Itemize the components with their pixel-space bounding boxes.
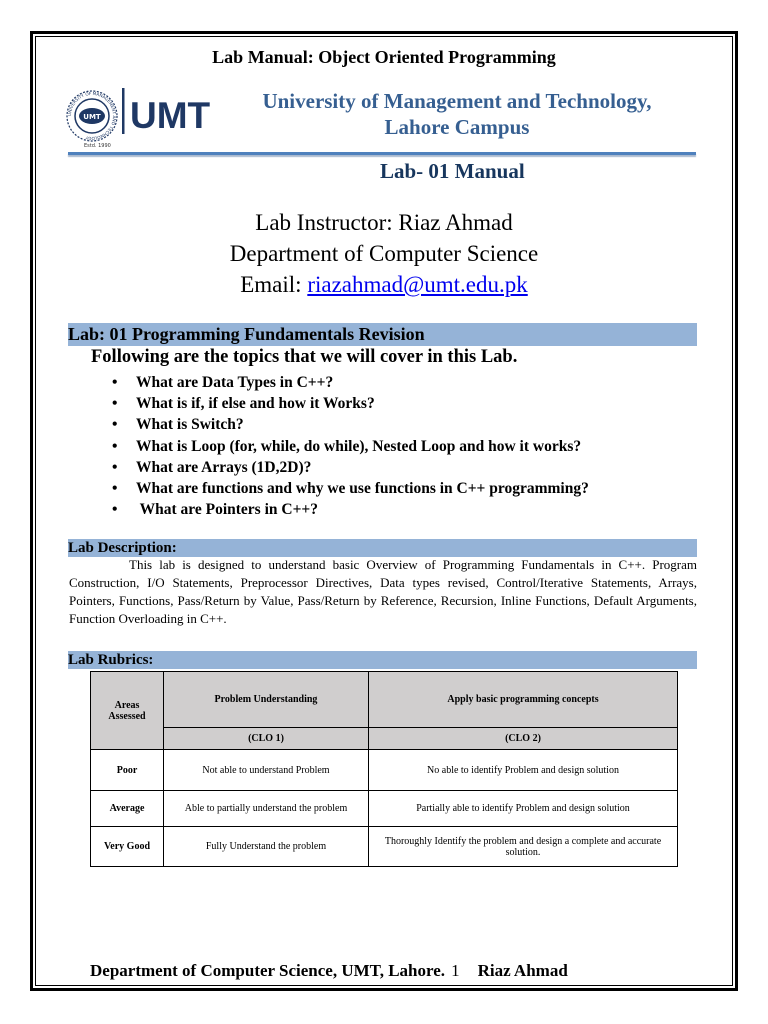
rubrics-heading: Lab Rubrics: [68, 651, 697, 669]
seal-estd: Estd. 1990 [84, 143, 111, 149]
list-item: • What is Loop (for, while, do while), Nested Loop and how it works? [112, 436, 589, 457]
description-body: This lab is designed to understand basic Overview of Programming Fundamentals in C++. Program Construction, I/O Statements, Preprocessor Directives, Data types revised, Control/Iterative Statements, Arrays, Pointers, Functions, Pass/Return by Value, Pass/Return by Reference, Recursion, Inline Functions, Default Arguments, Function Overloading in C++. [69, 557, 697, 626]
footer-author: Riaz Ahmad [477, 961, 568, 980]
table-clo-row [91, 728, 678, 750]
document-title: Lab Manual: Object Oriented Programming [212, 47, 556, 67]
list-item: • What are Arrays (1D,2D)? [112, 457, 589, 478]
table-header-row [91, 672, 678, 728]
description-heading: Lab Description: [68, 539, 697, 557]
instructor-block [0, 207, 768, 300]
logo-wordmark: UMT [130, 95, 211, 136]
list-item: • What is Switch? [112, 414, 589, 435]
list-item: • What are Data Types in C++? [112, 372, 589, 393]
page-footer [90, 961, 568, 981]
row-clo1: Fully Understand the problem [164, 827, 369, 867]
topics-list [112, 372, 589, 520]
list-item: • What are functions and why we use functions in C++ programming? [112, 478, 589, 499]
rubrics-table [90, 671, 678, 867]
university-name [232, 88, 682, 140]
areas-assessed-header: Areas Assessed [91, 672, 164, 750]
header-divider [68, 152, 696, 155]
clo2-header: (CLO 2) [369, 728, 678, 750]
list-item: • What is if, if else and how it Works? [112, 393, 589, 414]
row-clo2: Partially able to identify Problem and design solution [369, 791, 678, 827]
row-level: Average [91, 791, 164, 827]
umt-logo [64, 82, 224, 152]
department-name: Department of Computer Science [229, 241, 539, 266]
seal-ring-text: UNIVERSITY OF MANAGEMENT AND TECHNOLOGY [66, 90, 118, 142]
table-row [91, 791, 678, 827]
row-level: Poor [91, 750, 164, 791]
problem-understanding-header: Problem Understanding [164, 672, 369, 728]
university-line-1: University of Management and Technology, [262, 89, 652, 113]
table-row [91, 827, 678, 867]
instructor-name: Lab Instructor: Riaz Ahmad [255, 210, 513, 235]
row-clo2: Thoroughly Identify the problem and design a complete and accurate solution. [369, 827, 678, 867]
topics-intro: Following are the topics that we will cover in this Lab. [91, 347, 518, 367]
table-row [91, 750, 678, 791]
email-label: Email: [240, 272, 308, 297]
email-link[interactable]: riazahmad@umt.edu.pk [307, 272, 528, 297]
list-item: • What are Pointers in C++? [112, 499, 589, 520]
clo1-header: (CLO 1) [164, 728, 369, 750]
university-line-2: Lahore Campus [384, 115, 530, 139]
apply-concepts-header: Apply basic programming concepts [369, 672, 678, 728]
description-text [69, 556, 697, 628]
seal-text: UMT [83, 113, 101, 121]
lab-manual-title: Lab- 01 Manual [380, 159, 525, 183]
footer-department: Department of Computer Science, UMT, Lahore. [90, 961, 446, 980]
row-clo2: No able to identify Problem and design solution [369, 750, 678, 791]
page-number: 1 [451, 961, 460, 980]
umt-seal-icon [64, 82, 224, 152]
row-clo1: Able to partially understand the problem [164, 791, 369, 827]
email-line [0, 269, 768, 300]
row-level: Very Good [91, 827, 164, 867]
row-clo1: Not able to understand Problem [164, 750, 369, 791]
lab-heading: Lab: 01 Programming Fundamentals Revision [68, 323, 697, 346]
